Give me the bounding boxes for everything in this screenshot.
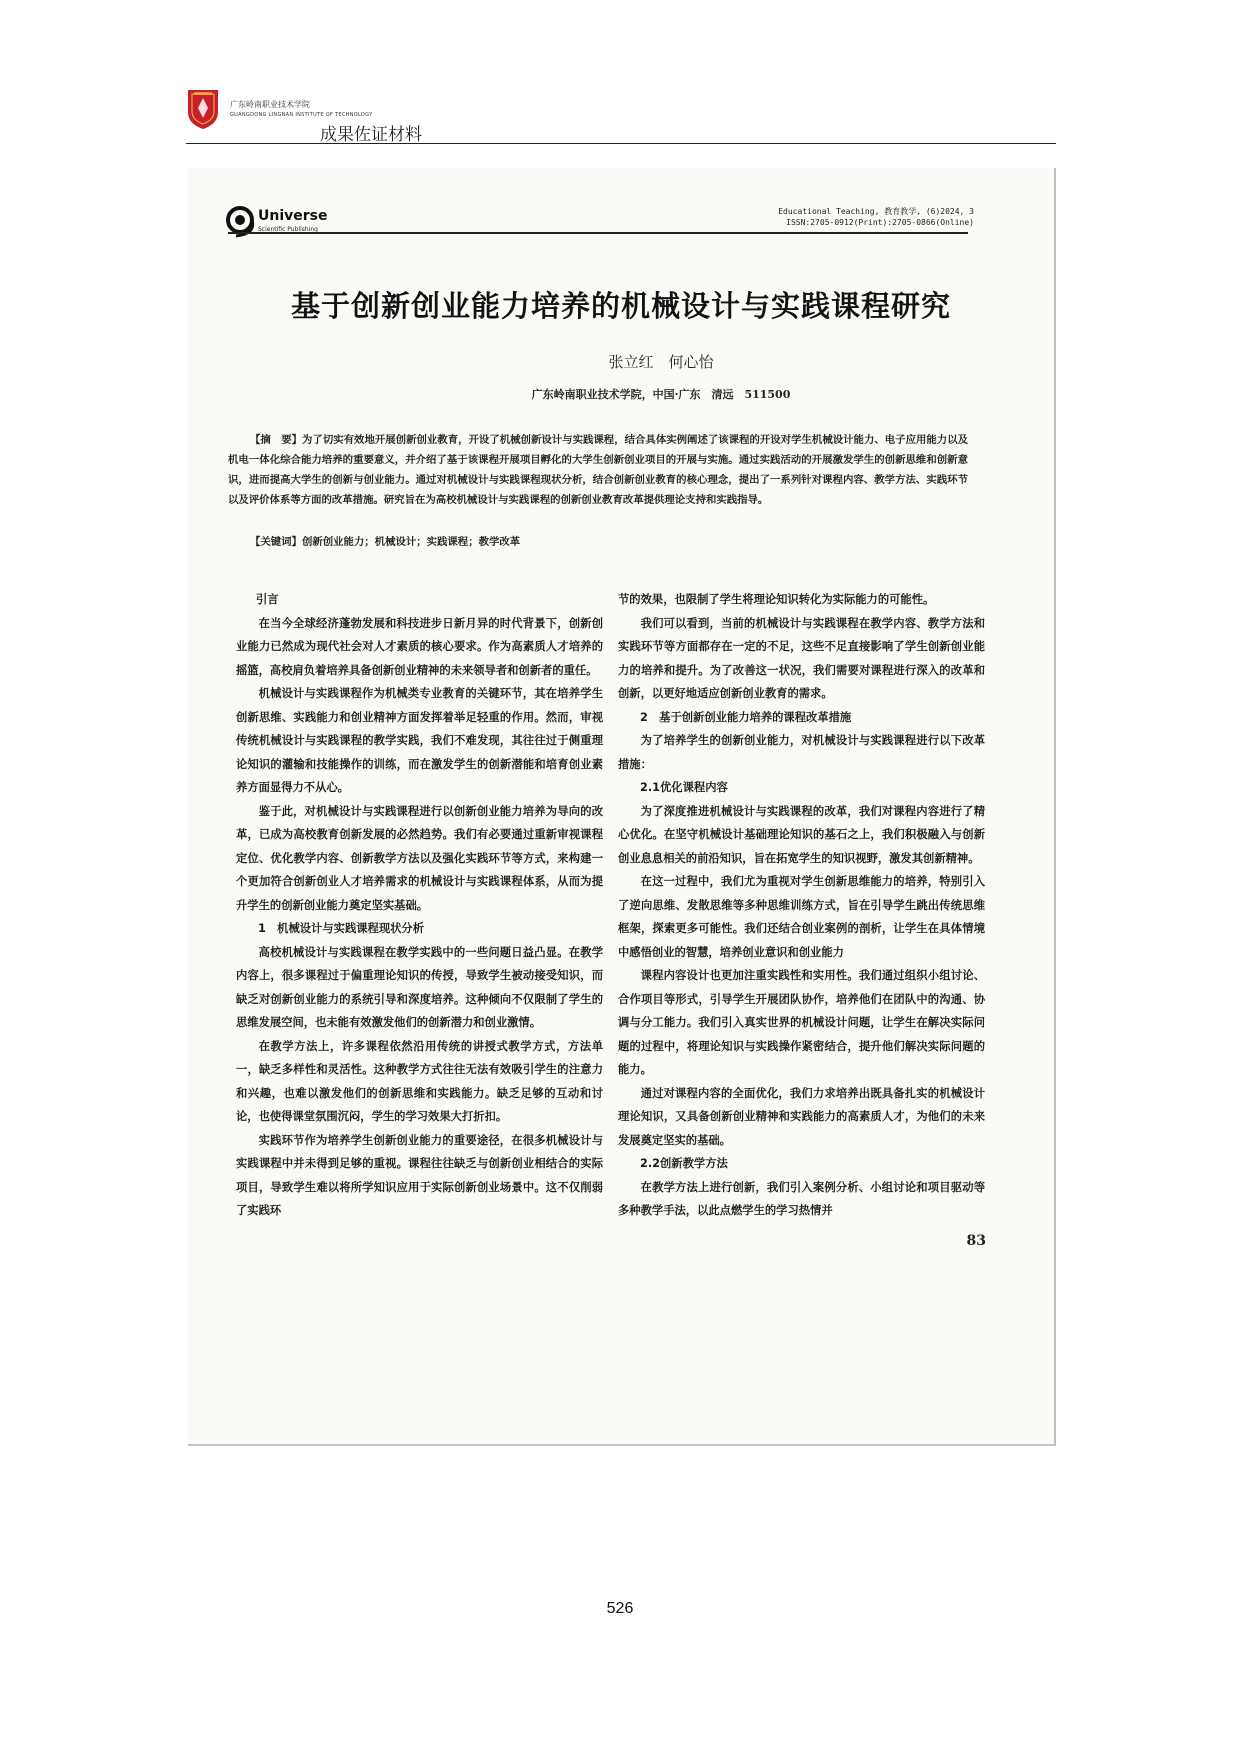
- paragraph: 在教学方法上，许多课程依然沿用传统的讲授式教学方式，方法单一，缺乏多样性和灵活性。这种教学方式往往无法有效吸引学生的注意力和兴趣，也难以激发他们的创新思维和实践能力。缺乏足够的互动和讨论，也使得课堂氛围沉闷，学生的学习效果大打折扣。: [236, 1039, 603, 1123]
- section-2-1-heading: 2.1优化课程内容: [640, 781, 728, 794]
- body-column-left: [236, 588, 603, 1223]
- institution-name-en: GUANGDONG LINGNAN INSTITUTE OF TECHNOLOGY: [230, 112, 373, 118]
- header-rule: [186, 143, 1056, 144]
- paper-authors: 张立红 何心怡: [608, 353, 714, 371]
- scanned-article-page: [188, 168, 1056, 1446]
- paragraph: 课程内容设计也更加注重实践性和实用性。我们通过组织小组讨论、合作项目等形式，引导学生开展团队协作，培养他们在团队中的沟通、协调与分工能力。我们引入真实世界的机械设计问题，让学生在解决实际问题的过程中，将理论知识与实践操作紧密结合，提升他们解决实际问题的能力。: [618, 969, 985, 1076]
- paragraph: 在当今全球经济蓬勃发展和科技进步日新月异的时代背景下，创新创业能力已然成为现代社会对人才素质的核心要求。作为高素质人才培养的摇篮，高校肩负着培养具备创新创业精神的未来领导者和创新者的重任。: [236, 616, 603, 677]
- journal-issn: ISSN:2705-0912(Print):2705-0866(Online): [786, 218, 974, 227]
- paragraph: 为了深度推进机械设计与实践课程的改革，我们对课程内容进行了精心优化。在坚守机械设计基础理论知识的基石之上，我们积极融入与创新创业息息相关的前沿知识，旨在拓宽学生的知识视野，激发其创新精神。: [618, 804, 985, 865]
- journal-info: [778, 206, 974, 228]
- section-2-heading: 2 基于创新创业能力培养的课程改革措施: [640, 710, 852, 724]
- keywords: [228, 532, 968, 552]
- paragraph: 在这一过程中，我们尤为重视对学生创新思维能力的培养，特别引入了逆向思维、发散思维等多种思维训练方式，旨在引导学生跳出传统思维框架，探索更多可能性。我们还结合创业案例的剖析，让学生在具体情境中感悟创业的智慧，培养创业意识和创业能力: [618, 875, 985, 959]
- journal-citation: Educational Teaching, 教育教学, (6)2024, 3: [778, 207, 974, 216]
- abstract-label: 【摘 要】: [250, 434, 303, 446]
- institution-name: [230, 100, 372, 120]
- publisher-logo: [226, 200, 346, 240]
- paragraph: 鉴于此，对机械设计与实践课程进行以创新创业能力培养为导向的改革，已成为高校教育创新发展的必然趋势。我们有必要通过重新审视课程定位、优化教学内容、创新教学方法以及强化实践环节等方式，来构建一个更加符合创新创业人才培养需求的机械设计与实践课程体系，从而为提升学生的创新创业能力奠定坚实基础。: [236, 804, 603, 912]
- paragraph: 实践环节作为培养学生创新创业能力的重要途径，在很多机械设计与实践课程中并未得到足够的重视。课程往往缺乏与创新创业相结合的实际项目，导致学生难以将所学知识应用于实际创新创业场景中。这不仅削弱了实践环: [236, 1133, 603, 1217]
- paragraph: 我们可以看到，当前的机械设计与实践课程在教学内容、教学方法和实践环节等方面都存在一定的不足，这些不足直接影响了学生创新创业能力的培养和提升。为了改善这一状况，我们需要对课程进行深入的改革和创新，以更好地适应创新创业教育的需求。: [618, 616, 985, 700]
- publisher-subtitle: Scientific Publishing: [258, 226, 318, 233]
- institution-name-cn: 广东岭南职业技术学院: [230, 100, 310, 109]
- journal-page-number: 83: [966, 1233, 986, 1249]
- paragraph: 在教学方法上进行创新，我们引入案例分析、小组讨论和项目驱动等多种教学手法，以此点燃学生的学习热情并: [618, 1180, 985, 1217]
- paper-affiliation: 广东岭南职业技术学院，中国·广东 清远 511500: [531, 388, 791, 401]
- document-page-number: 526: [606, 1600, 634, 1617]
- publisher-name: Universe: [258, 208, 328, 224]
- section-1-heading: 1 机械设计与实践课程现状分析: [258, 922, 425, 935]
- intro-heading: 引言: [256, 593, 279, 606]
- evidence-caption: 成果佐证材料: [320, 125, 422, 145]
- keywords-text: 创新创业能力；机械设计；实践课程；教学改革: [301, 536, 521, 548]
- body-column-right: [618, 588, 985, 1223]
- paragraph: 机械设计与实践课程作为机械类专业教育的关键环节，其在培养学生创新思维、实践能力和创业精神方面发挥着举足轻重的作用。然而，审视传统机械设计与实践课程的教学实践，我们不难发现，其往往过于侧重理论知识的灌输和技能操作的训练，而在激发学生的创新潜能和培育创业素养方面显得力不从心。: [236, 687, 603, 794]
- paragraph: 高校机械设计与实践课程在教学实践中的一些问题日益凸显。在教学内容上，很多课程过于偏重理论知识的传授，导致学生被动接受知识，而缺乏对创新创业能力的系统引导和深度培养。这种倾向不仅限制了学生的思维发展空间，也未能有效激发他们的创新潜力和创业激情。: [236, 945, 603, 1029]
- institution-logo-icon: [186, 86, 220, 130]
- keywords-label: 【关键词】: [250, 536, 302, 548]
- institution-header: [186, 86, 1056, 146]
- paragraph: 节的效果，也限制了学生将理论知识转化为实际能力的可能性。: [618, 593, 935, 606]
- abstract: [228, 430, 968, 510]
- paragraph: 通过对课程内容的全面优化，我们力求培养出既具备扎实的机械设计理论知识，又具备创新创业精神和实践能力的高素质人才，为他们的未来发展奠定坚实的基础。: [618, 1086, 985, 1147]
- abstract-text: 为了切实有效地开展创新创业教育，开设了机械创新设计与实践课程，结合具体实例阐述了该课程的开设对学生机械设计能力、电子应用能力以及机电一体化综合能力培养的重要意义，并介绍了基于该课程开展项目孵化的大学生创新创业项目的开展与实施。通过实践活动的开展激发学生的创新思维和创新意识，进而提高大学生的创新与创业能力。通过对机械设计与实践课程现状分析，结合创新创业教育的核心理念，提出了一系列针对课程内容、教学方法、实践环节以及评价体系等方面的改革措施。研究旨在为高校机械设计与实践课程的创新创业教育改革提供理论支持和实践指导。: [228, 434, 968, 506]
- paragraph: 为了培养学生的创新创业能力，对机械设计与实践课程进行以下改革措施：: [618, 734, 985, 771]
- section-2-2-heading: 2.2创新教学方法: [640, 1157, 728, 1170]
- journal-header-rule: [228, 232, 968, 234]
- paper-title: 基于创新创业能力培养的机械设计与实践课程研究: [290, 289, 951, 323]
